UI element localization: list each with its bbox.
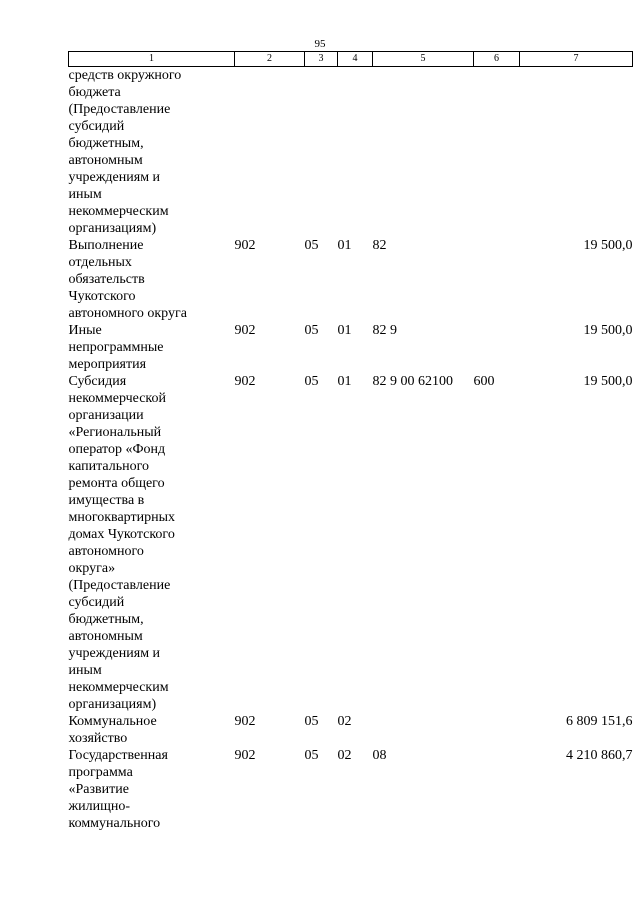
column-header: 2 [235, 52, 305, 67]
column-number-header [69, 52, 633, 67]
target-article-cell: 82 9 [372, 323, 397, 338]
table-row [69, 67, 633, 238]
table-row [69, 322, 633, 373]
target-article-cell: 82 [372, 238, 387, 253]
target-article-cell [373, 713, 474, 747]
column-header: 7 [520, 52, 633, 67]
table-row [69, 237, 633, 322]
expense-type-cell [474, 713, 520, 747]
row-name-cell: Государственная программа «Развитие жилищно- коммунального [68, 748, 168, 831]
admin-code-cell: 902 [234, 323, 256, 338]
expense-type-cell [474, 322, 520, 373]
amount-cell: 19 500,0 [583, 323, 633, 338]
admin-code-cell: 902 [234, 238, 256, 253]
column-header: 4 [338, 52, 373, 67]
row-name-cell: средств окружного бюджета (Предоставление субсидий бюджетным, автономным учреждениям и иным некоммерческим организациям) [68, 68, 182, 236]
row-name-cell: Субсидия некоммерческой организации «Региональный оператор «Фонд капитального ремонта общего имущества в многоквартирных домах Чукотского автономного округа» (Предоставление субсидий бюджетным, автономным учреждениям и иным некоммерческим организациям) [68, 374, 176, 712]
column-header: 5 [373, 52, 474, 67]
subsection-cell [338, 67, 373, 238]
amount-cell: 19 500,0 [583, 238, 633, 253]
column-header: 3 [305, 52, 338, 67]
row-name-cell: Коммунальное хозяйство [68, 714, 157, 746]
subsection-cell: 02 [337, 748, 352, 763]
section-cell: 05 [304, 323, 319, 338]
expense-type-cell: 600 [473, 374, 495, 389]
section-cell [305, 67, 338, 238]
target-article-cell: 82 9 00 62100 [372, 374, 453, 389]
target-article-cell: 08 [372, 748, 387, 763]
admin-code-cell: 902 [234, 374, 256, 389]
row-name-cell: Иные непрограммные мероприятия [68, 323, 164, 372]
budget-table [68, 51, 633, 832]
subsection-cell: 02 [337, 714, 352, 729]
subsection-cell: 01 [337, 323, 352, 338]
section-cell: 05 [304, 238, 319, 253]
subsection-cell: 01 [337, 374, 352, 389]
amount-cell: 6 809 151,6 [566, 714, 633, 729]
section-cell: 05 [304, 374, 319, 389]
table-row [69, 713, 633, 747]
section-cell: 05 [304, 714, 319, 729]
section-cell: 05 [304, 748, 319, 763]
table-row [69, 373, 633, 713]
page-number: 95 [314, 38, 326, 50]
admin-code-cell [235, 67, 305, 238]
expense-type-cell [474, 747, 520, 832]
amount-cell: 19 500,0 [583, 374, 633, 389]
table-row [69, 747, 633, 832]
admin-code-cell: 902 [234, 714, 256, 729]
row-name-cell: Выполнение отдельных обязательств Чукотского автономного округа [68, 238, 187, 321]
target-article-cell [373, 67, 474, 238]
subsection-cell: 01 [337, 238, 352, 253]
expense-type-cell [474, 67, 520, 238]
admin-code-cell: 902 [234, 748, 256, 763]
column-header: 1 [69, 52, 235, 67]
expense-type-cell [474, 237, 520, 322]
amount-cell [520, 67, 633, 238]
amount-cell: 4 210 860,7 [566, 748, 633, 763]
column-header: 6 [474, 52, 520, 67]
